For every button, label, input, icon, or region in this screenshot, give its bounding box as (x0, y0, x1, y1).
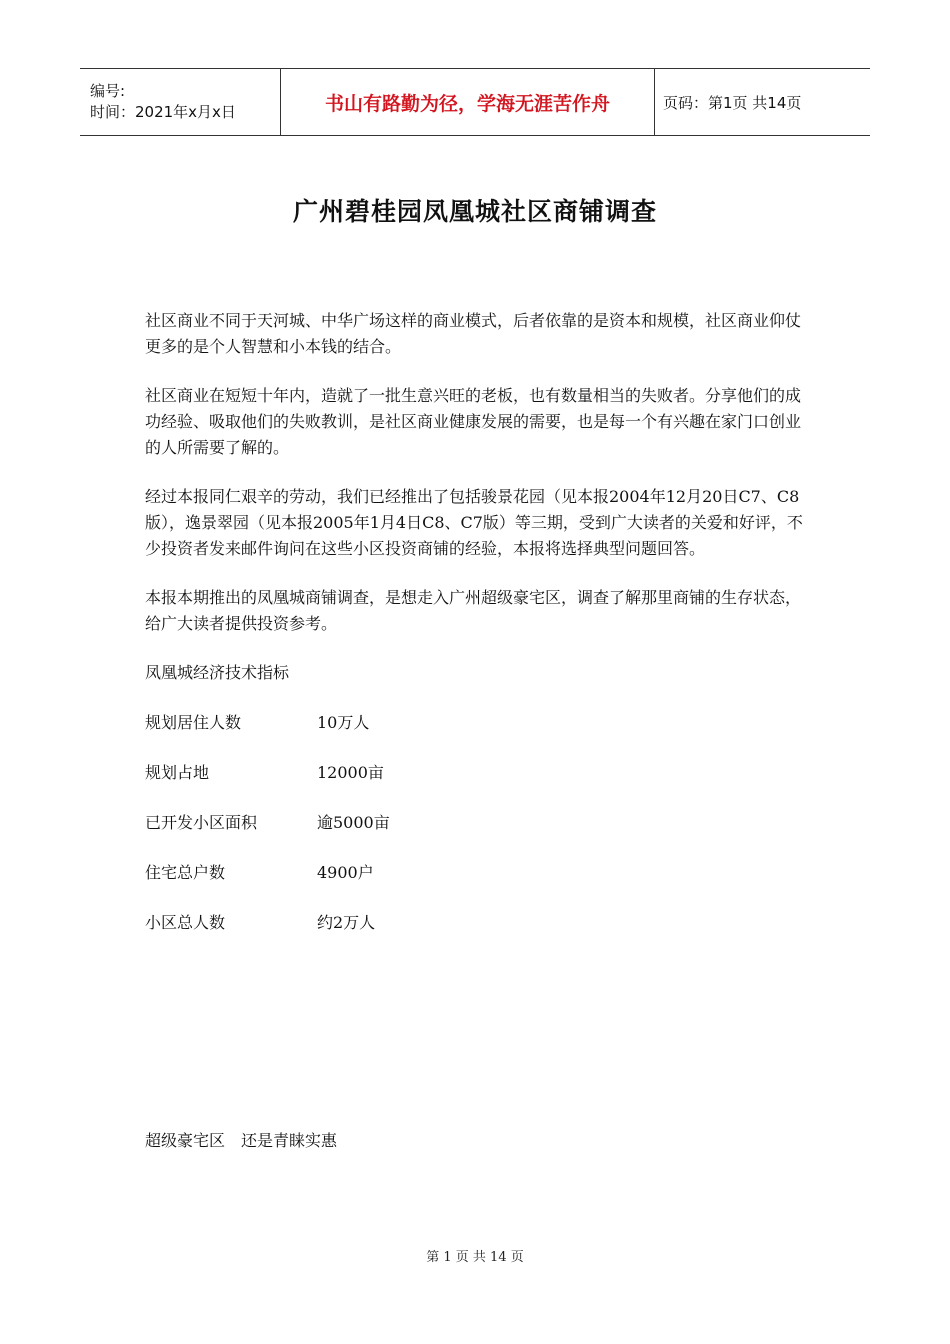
paragraph-3: 经过本报同仁艰辛的劳动，我们已经推出了包括骏景花园（见本报2004年12月20日C7、C8版），逸景翠园（见本报2005年1月4日C8、C7版）等三期，受到广大读者的关爱和好评，不少投资者发来邮件询问在这些小区投资商铺的经验，本报将选择典型问题回答。 (145, 487, 803, 558)
metric-label: 规划居住人数 (145, 713, 242, 732)
metric-row (145, 710, 815, 736)
motto-text: 书山有路勤为径，学海无涯苦作舟 (324, 92, 610, 115)
header-table (80, 68, 870, 136)
metrics-heading: 凤凰城经济技术指标 (145, 663, 290, 682)
metric-label: 小区总人数 (145, 913, 226, 932)
metric-row (145, 860, 815, 886)
metric-value: 逾5000亩 (317, 813, 390, 832)
metric-row (145, 910, 815, 936)
paragraph-2: 社区商业在短短十年内，造就了一批生意兴旺的老板，也有数量相当的失败者。分享他们的成功经验、吸取他们的失败教训，是社区商业健康发展的需要，也是每一个有兴趣在家门口创业的人所需要了解的。 (145, 386, 802, 457)
motto-cell (281, 69, 655, 135)
metric-value: 10万人 (317, 713, 370, 732)
metric-value: 12000亩 (317, 763, 384, 782)
header-info-cell (80, 69, 281, 135)
page-number-cell (655, 69, 870, 135)
code-label: 编号: (90, 82, 126, 100)
section-heading: 超级豪宅区 还是青睐实惠 (145, 1131, 338, 1150)
page-number-label: 页码：第1页 共14页 (663, 93, 802, 112)
metric-row (145, 760, 815, 786)
metric-label: 规划占地 (145, 763, 210, 782)
metric-row (145, 810, 815, 836)
date-label: 时间：2021年x月x日 (90, 103, 236, 121)
document-title: 广州碧桂园凤凰城社区商铺调查 (292, 197, 657, 226)
metric-label: 已开发小区面积 (145, 813, 258, 832)
paragraph-1: 社区商业不同于天河城、中华广场这样的商业模式，后者依靠的是资本和规模，社区商业仰仗更多的是个人智慧和小本钱的结合。 (145, 311, 802, 356)
page-footer: 第 1 页 共 14 页 (426, 1250, 524, 1265)
document-body (145, 308, 815, 960)
metric-value: 4900户 (317, 863, 374, 882)
metric-label: 住宅总户数 (145, 863, 226, 882)
paragraph-4: 本报本期推出的凤凰城商铺调查，是想走入广州超级豪宅区，调查了解那里商铺的生存状态，给广大读者提供投资参考。 (145, 588, 802, 633)
metric-value: 约2万人 (317, 913, 376, 932)
